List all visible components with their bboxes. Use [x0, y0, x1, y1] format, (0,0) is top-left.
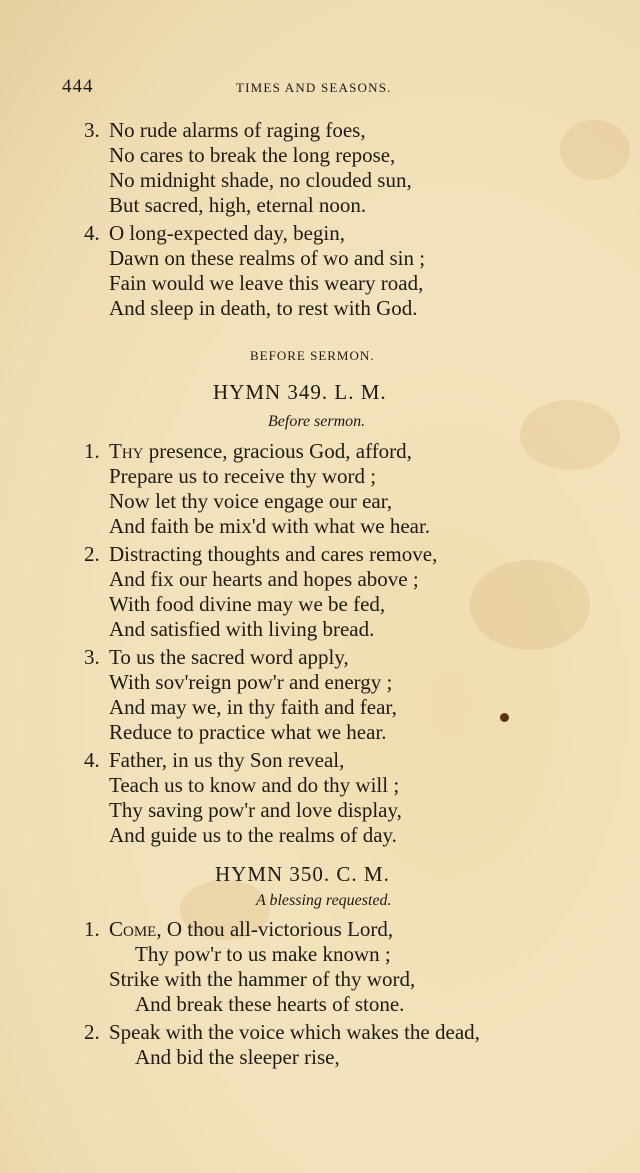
- verse-line: Distracting thoughts and cares remove,: [109, 542, 438, 566]
- verse-line: Now let thy voice engage our ear,: [109, 489, 393, 513]
- verse-line: Come, O thou all-victorious Lord,: [109, 917, 394, 941]
- verse-line: And guide us to the realms of day.: [109, 823, 397, 847]
- verse-line: And may we, in thy faith and fear,: [109, 695, 397, 719]
- page-header: [62, 76, 422, 102]
- verse-line: Thy saving pow'r and love display,: [109, 798, 402, 822]
- verse-line: With food divine may we be fed,: [109, 592, 386, 616]
- verse-line: And bid the sleeper rise,: [135, 1045, 340, 1069]
- verse-line: And fix our hearts and hopes above ;: [109, 567, 419, 591]
- verse-line: No midnight shade, no clouded sun,: [109, 168, 412, 192]
- verse-line: Father, in us thy Son reveal,: [109, 748, 345, 772]
- stanza-number: 3.: [84, 118, 100, 142]
- stanza-number: 2.: [84, 542, 100, 566]
- verse-line: And satisfied with living bread.: [109, 617, 375, 641]
- hymn-title: HYMN 349. L. M.: [213, 380, 387, 404]
- verse-line: Strike with the hammer of thy word,: [109, 967, 416, 991]
- verse-line: O long-expected day, begin,: [109, 221, 345, 245]
- verse-line: Thy pow'r to us make known ;: [135, 942, 391, 966]
- stanza-number: 1.: [84, 439, 100, 463]
- first-word: Come: [109, 917, 157, 941]
- ink-spot: [500, 713, 509, 722]
- verse-line: Dawn on these realms of wo and sin ;: [109, 246, 426, 270]
- first-word: Thy: [109, 439, 144, 463]
- verse-line: And sleep in death, to rest with God.: [109, 296, 418, 320]
- stanza-number: 3.: [84, 645, 100, 669]
- verse-line: Fain would we leave this weary road,: [109, 271, 424, 295]
- page-number: 444: [62, 76, 94, 97]
- verse-line: No cares to break the long repose,: [109, 143, 396, 167]
- stanza-number: 2.: [84, 1020, 100, 1044]
- hymn-title: HYMN 350. C. M.: [215, 862, 390, 886]
- verse-line: Thy presence, gracious God, afford,: [109, 439, 412, 463]
- stanza-number: 1.: [84, 917, 100, 941]
- section-heading: BEFORE SERMON.: [250, 348, 375, 363]
- verse-line: With sov'reign pow'r and energy ;: [109, 670, 393, 694]
- verse-line: Speak with the voice which wakes the dead,: [109, 1020, 480, 1044]
- stanza-number: 4.: [84, 221, 100, 245]
- verse-line: Reduce to practice what we hear.: [109, 720, 387, 744]
- verse-line: Prepare us to receive thy word ;: [109, 464, 377, 488]
- hymn-subtitle: A blessing requested.: [256, 892, 392, 909]
- hymn-subtitle: Before sermon.: [268, 413, 366, 430]
- verse-line: And break these hearts of stone.: [135, 992, 405, 1016]
- running-head: TIMES AND SEASONS.: [236, 80, 392, 95]
- verse-line: But sacred, high, eternal noon.: [109, 193, 367, 217]
- verse-line: Teach us to know and do thy will ;: [109, 773, 400, 797]
- stanza-number: 4.: [84, 748, 100, 772]
- verse-line: And faith be mix'd with what we hear.: [109, 514, 431, 538]
- verse-line: To us the sacred word apply,: [109, 645, 349, 669]
- verse-line: No rude alarms of raging foes,: [109, 118, 366, 142]
